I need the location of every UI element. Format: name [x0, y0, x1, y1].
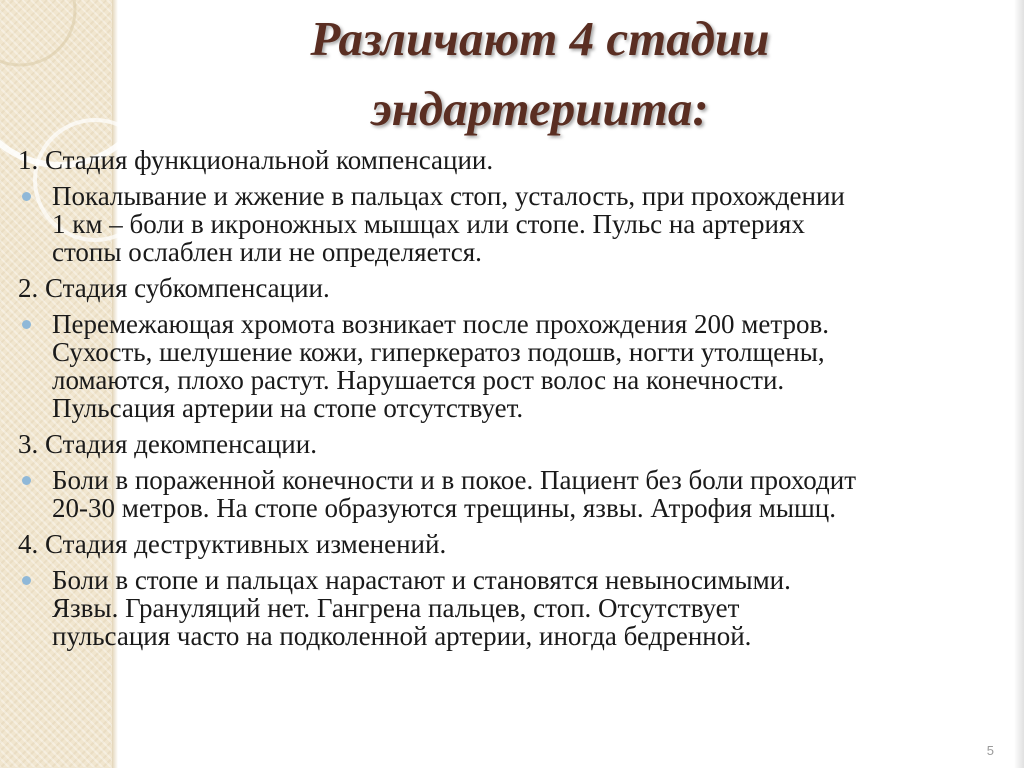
title-line-1: Различают 4 стадии [310, 11, 770, 66]
stage-2-heading: 2. Стадия субкомпенсации. [18, 273, 330, 303]
stage-1-heading: 1. Стадия функциональной компенсации. [18, 145, 494, 175]
stage-4-bullet [18, 566, 998, 650]
bullet-dot-icon [22, 476, 31, 485]
stage-3-bullet [18, 466, 998, 522]
stage-2-bullet [18, 310, 998, 422]
slide-content [18, 146, 998, 658]
right-edge-shadow [1014, 0, 1024, 768]
stage-1-bullet-line-1: Покалывание и жжение в пальцах стоп, усталость, при прохождении [52, 181, 845, 211]
bullet-dot-icon [22, 192, 31, 201]
stage-3-bullet-line-2: 20-30 метров. На стопе образуются трещины, язвы. Атрофия мышц. [52, 493, 836, 523]
page-number: 5 [986, 743, 994, 758]
stage-1-bullet-line-3: стопы ослаблен или не определяется. [52, 237, 482, 267]
stage-2-bullet-line-4: Пульсация артерии на стопе отсутствует. [52, 393, 524, 423]
bullet-dot-icon [22, 576, 31, 585]
slide-title [150, 4, 930, 144]
stage-3-heading: 3. Стадия декомпенсации. [18, 429, 317, 459]
stage-2-bullet-line-1: Перемежающая хромота возникает после прохождения 200 метров. [52, 309, 830, 339]
stage-4-bullet-line-3: пульсация часто на подколенной артерии, иногда бедренной. [52, 621, 752, 651]
stage-2-bullet-line-3: ломаются, плохо растут. Нарушается рост волос на конечности. [52, 365, 785, 395]
stage-4-bullet-line-1: Боли в стопе и пальцах нарастают и становятся невыносимыми. [52, 565, 791, 595]
stage-1-bullet-line-2: 1 км – боли в икроножных мышцах или стопе. Пульс на артериях [52, 209, 805, 239]
stage-1-bullet [18, 182, 998, 266]
title-line-2: эндартериита: [371, 81, 709, 136]
stage-4-bullet-line-2: Язвы. Грануляций нет. Гангрена пальцев, стоп. Отсутствует [52, 593, 740, 623]
stage-3-bullet-line-1: Боли в пораженной конечности и в покое. Пациент без боли проходит [52, 465, 857, 495]
bullet-dot-icon [22, 320, 31, 329]
stage-2-bullet-line-2: Сухость, шелушение кожи, гиперкератоз подошв, ногти утолщены, [52, 337, 825, 367]
stage-4-heading: 4. Стадия деструктивных изменений. [18, 529, 447, 559]
